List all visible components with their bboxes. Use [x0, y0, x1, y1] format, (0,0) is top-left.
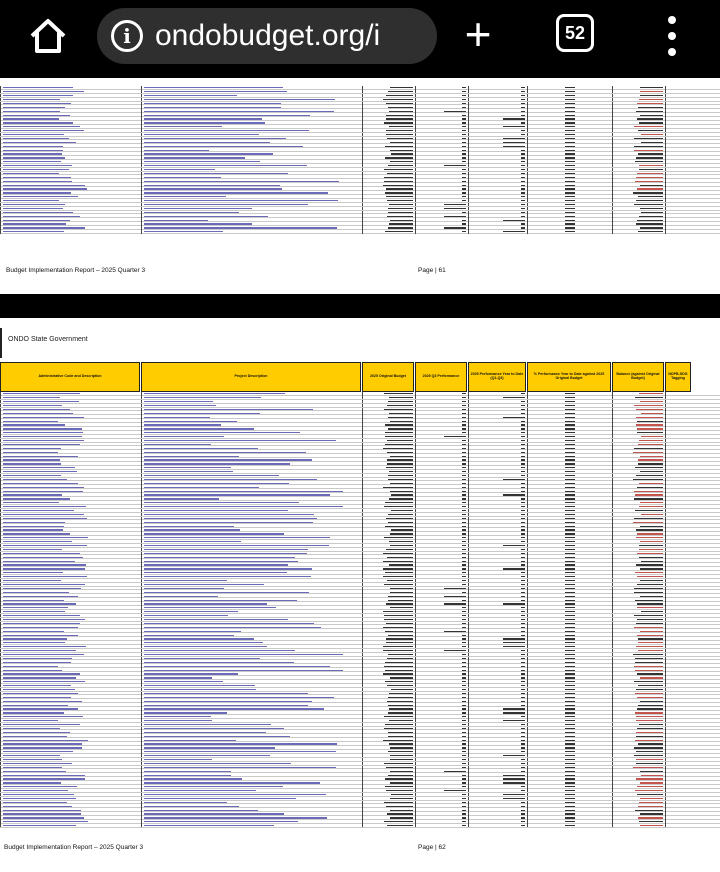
- column-header: 2025 Q3 Performance: [415, 362, 467, 392]
- more-vert-icon[interactable]: [660, 12, 684, 60]
- page-header-title: ONDO State Government: [8, 336, 88, 343]
- home-button[interactable]: [22, 14, 74, 58]
- column-header: Balance (against Original Budget): [612, 362, 664, 392]
- column-header: % Performance Year to Date against 2025 Original Budget: [527, 362, 611, 392]
- new-tab-button[interactable]: [455, 8, 501, 60]
- column-header: 2025 Original Budget: [362, 362, 414, 392]
- page-footer-title: Budget Implementation Report – 2025 Quarter 3: [6, 267, 146, 274]
- browser-toolbar: [0, 0, 720, 78]
- column-header: 2025 Performance Year to Date (Q1-Q3): [468, 362, 526, 392]
- report-page-62: [0, 318, 720, 872]
- table-row: [0, 230, 720, 234]
- page-footer-title: Budget Implementation Report – 2025 Quarter 3: [4, 844, 144, 851]
- home-icon: [28, 16, 68, 56]
- table-row: [0, 824, 720, 828]
- tabs-button[interactable]: [556, 14, 594, 52]
- column-header: Project Description: [141, 362, 361, 392]
- report-page-61: [0, 78, 720, 294]
- column-header: NDPB-SDG Tagging: [665, 362, 691, 392]
- page-edge-mark: [0, 328, 2, 358]
- budget-table-page-62: [0, 392, 720, 828]
- info-icon[interactable]: i: [111, 20, 143, 52]
- column-header: Administrative Code and Description: [0, 362, 140, 392]
- address-bar[interactable]: [97, 8, 437, 64]
- url-text[interactable]: ondobudget.org/i: [155, 19, 381, 52]
- page-number: Page | 61: [418, 267, 446, 274]
- tab-count: 52: [564, 22, 586, 43]
- page-number: Page | 62: [418, 844, 446, 851]
- budget-table-page-61: [0, 86, 720, 234]
- table-header-row: [0, 362, 720, 392]
- plus-icon: +: [464, 8, 492, 60]
